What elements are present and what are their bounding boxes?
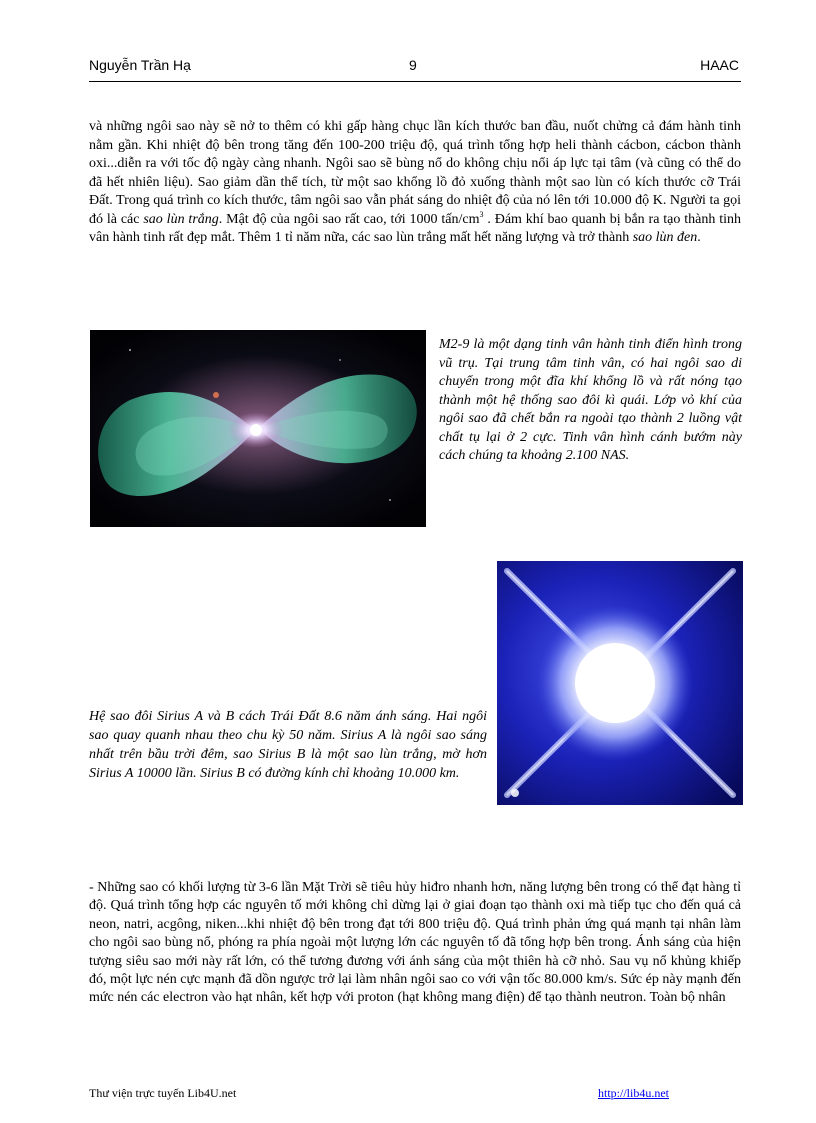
paragraph-white-dwarf [89,118,741,248]
header-author: Nguyễn Trần Hạ [89,57,191,73]
footer-library: Thư viện trực tuyến Lib4U.net [89,1086,237,1100]
nebula-m2-9-image [90,330,426,527]
figure2-caption: Hệ sao đôi Sirius A và B cách Trái Đất 8.6 năm ánh sáng. Hai ngôi sao quay quanh nhau theo chu kỳ 50 năm. Sirius A là ngôi sao sáng nhất trên bầu trời đêm, sao Sirius B là một sao lùn trắng, mờ hơn Sirius A 10000 lần. Sirius B có đường kính chỉ khoảng 10.000 km. [89,709,487,781]
paragraph1-part3: . Đám khí bao quanh bị bắn ra tạo thành tinh vân hành tinh rất đẹp mắt. Thêm 1 tỉ năm nữa, các sao lùn trắng mất hết năng lượng và trở thành [89,211,742,245]
superscript-cube: 3 [479,209,484,219]
paragraph-supernova: - Những sao có khối lượng từ 3-6 lần Mặt Trời sẽ tiêu hủy hiđro nhanh hơn, năng lượng bên trong có thể đạt hàng tỉ độ. Quá trình tổng hợp các nguyên tố mới không chỉ dừng lại ở giai đoạn tạo thành oxi mà tiếp tục cho đến quá cả neon, natri, acgông, niken...khi nhiệt độ bên trong đạt tới 800 triệu độ. Quá trình phản ứng quá mạnh tại nhân làm cho ngôi sao bùng nổ, phóng ra phía ngoài một lượng lớn các nguyên tố đã tổng hợp bên trong. Ánh sáng của hiện tượng siêu sao mới này rất lớn, có thể tương đương với ánh sáng của một thiên hà cỡ nhỏ. Sau vụ nổ khủng khiếp đó, một lực nén cực mạnh đã dồn ngược trở lại làm nhân ngôi sao co với vận tốc 80.000 km/s. Sức ép này mạnh đến mức nén các electron vào hạt nhân, kết hợp với proton (hạt không mang điện) để tạo thành neutron. Toàn bộ nhân [89,880,741,1006]
header-rule [89,81,741,82]
paragraph1-part2: . Mật độ của ngôi sao rất cao, tới 1000 tấn/cm [218,211,480,227]
page-header [89,57,739,79]
term-black-dwarf: sao lùn đen [632,230,698,245]
sirius-illustration [497,561,743,805]
nebula-illustration [90,330,426,527]
figure1-caption: M2-9 là một dạng tinh vân hành tinh điển hình trong vũ trụ. Tại trung tâm tinh vân, có hai ngôi sao di chuyển trong một đĩa khí khổng lồ và rất nóng tạo thành một hệ thống sao đôi kì quái. Lớp vỏ khí của ngôi sao đã chết bắn ra ngoài tạo thành 2 luồng vật chất tụ lại ở 2 cực. Tinh vân hình cánh bướm này cách chúng ta khoảng 2.100 NAS. [439,337,742,463]
header-organization: HAAC [700,57,739,73]
sirius-star-image [497,561,743,805]
term-white-dwarf: sao lùn trắng [143,211,219,227]
paragraph1-part1: và những ngôi sao này sẽ nở to thêm có khi gấp hàng chục lần kích thước ban đầu, nuốt chửng cả đám hành tinh nằm gần. Khi nhiệt độ bên trong tăng đến 100-200 triệu độ, quá trình tổng hợp heli thành cácbon, cácbon thành oxi...diễn ra với tốc độ ngày càng nhanh. Ngôi sao sẽ bùng nổ do không chịu nổi áp lực tại tâm (và cũng có thể do đã hết nhiên liệu). Sao giảm dần thể tích, từ một sao khổng lồ đỏ xuống thành một sao lùn có kích thước cỡ Trái Đất. Trong quá trình co kích thước, tâm ngôi sao vẫn phát sáng do nhiệt độ của nó lên tới 10.000 độ K. Người ta gọi đó là các [89,119,741,227]
footer-link[interactable]: http://lib4u.net [598,1086,669,1100]
header-page-number: 9 [409,57,417,73]
paragraph1-part4: . [697,230,701,245]
